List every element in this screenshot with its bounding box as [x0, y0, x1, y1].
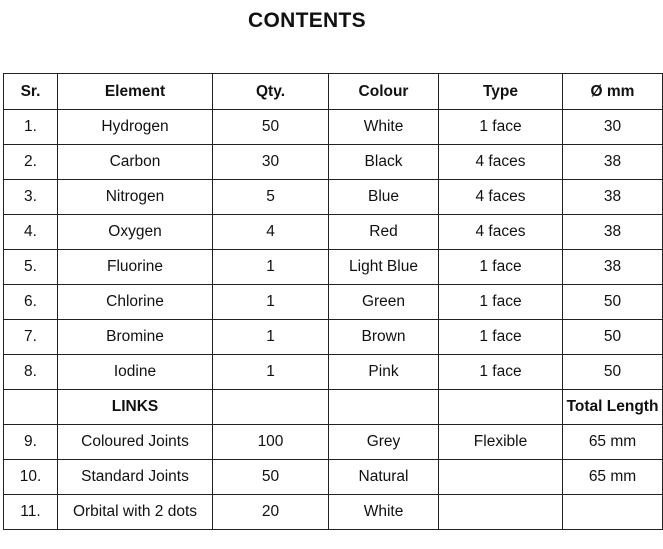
cell-sr: 1.: [4, 110, 58, 145]
cell-qty: 30: [213, 145, 329, 180]
cell-type: 4 faces: [439, 215, 563, 250]
cell-colour: Grey: [329, 425, 439, 460]
cell-element: Chlorine: [58, 285, 213, 320]
table-row: [4, 285, 663, 320]
table-row: [4, 355, 663, 390]
contents-table: [3, 73, 663, 530]
cell-colour: White: [329, 495, 439, 530]
cell-colour: Red: [329, 215, 439, 250]
cell-qty: 1: [213, 320, 329, 355]
cell-diameter: 50: [563, 320, 663, 355]
cell-diameter: 50: [563, 355, 663, 390]
cell-element: Fluorine: [58, 250, 213, 285]
table-row: [4, 495, 663, 530]
header-colour: Colour: [329, 74, 439, 110]
header-qty: Qty.: [213, 74, 329, 110]
cell-element: Coloured Joints: [58, 425, 213, 460]
cell-type: 1 face: [439, 285, 563, 320]
cell-empty: [439, 390, 563, 425]
cell-qty: 50: [213, 460, 329, 495]
table-row: [4, 425, 663, 460]
table-row: [4, 320, 663, 355]
cell-sr: 9.: [4, 425, 58, 460]
cell-colour: Pink: [329, 355, 439, 390]
cell-sr: 2.: [4, 145, 58, 180]
table-row: [4, 145, 663, 180]
cell-element: Hydrogen: [58, 110, 213, 145]
cell-diameter: 38: [563, 145, 663, 180]
cell-type: Flexible: [439, 425, 563, 460]
links-label: LINKS: [58, 390, 213, 425]
cell-type: 1 face: [439, 355, 563, 390]
table-row: [4, 250, 663, 285]
cell-diameter: 38: [563, 180, 663, 215]
cell-colour: Black: [329, 145, 439, 180]
cell-element: Orbital with 2 dots: [58, 495, 213, 530]
cell-sr: 11.: [4, 495, 58, 530]
header-diameter: Ø mm: [563, 74, 663, 110]
cell-colour: Brown: [329, 320, 439, 355]
cell-sr: 5.: [4, 250, 58, 285]
table-row: [4, 215, 663, 250]
cell-sr: 3.: [4, 180, 58, 215]
cell-element: Iodine: [58, 355, 213, 390]
cell-total-length: [563, 495, 663, 530]
table-header-row: [4, 74, 663, 110]
cell-qty: 50: [213, 110, 329, 145]
cell-diameter: 30: [563, 110, 663, 145]
cell-sr: 4.: [4, 215, 58, 250]
header-type: Type: [439, 74, 563, 110]
cell-sr: 10.: [4, 460, 58, 495]
cell-empty: [4, 390, 58, 425]
cell-colour: White: [329, 110, 439, 145]
cell-diameter: 50: [563, 285, 663, 320]
table-row: [4, 180, 663, 215]
cell-empty: [213, 390, 329, 425]
cell-sr: 8.: [4, 355, 58, 390]
cell-element: Standard Joints: [58, 460, 213, 495]
cell-colour: Green: [329, 285, 439, 320]
total-length-label: Total Length: [563, 390, 663, 425]
cell-diameter: 38: [563, 215, 663, 250]
cell-qty: 4: [213, 215, 329, 250]
cell-qty: 20: [213, 495, 329, 530]
cell-qty: 5: [213, 180, 329, 215]
cell-total-length: 65 mm: [563, 460, 663, 495]
cell-sr: 6.: [4, 285, 58, 320]
cell-colour: Light Blue: [329, 250, 439, 285]
page-title: CONTENTS: [248, 9, 366, 32]
cell-type: [439, 495, 563, 530]
cell-element: Carbon: [58, 145, 213, 180]
cell-element: Oxygen: [58, 215, 213, 250]
cell-element: Bromine: [58, 320, 213, 355]
cell-empty: [329, 390, 439, 425]
cell-element: Nitrogen: [58, 180, 213, 215]
cell-qty: 100: [213, 425, 329, 460]
cell-qty: 1: [213, 250, 329, 285]
cell-type: 1 face: [439, 110, 563, 145]
cell-diameter: 38: [563, 250, 663, 285]
header-sr: Sr.: [4, 74, 58, 110]
cell-qty: 1: [213, 355, 329, 390]
cell-qty: 1: [213, 285, 329, 320]
cell-type: 1 face: [439, 250, 563, 285]
table-row: [4, 110, 663, 145]
cell-type: 4 faces: [439, 180, 563, 215]
table-row: [4, 460, 663, 495]
links-section-row: [4, 390, 663, 425]
cell-colour: Blue: [329, 180, 439, 215]
cell-sr: 7.: [4, 320, 58, 355]
cell-total-length: 65 mm: [563, 425, 663, 460]
cell-type: 1 face: [439, 320, 563, 355]
cell-type: 4 faces: [439, 145, 563, 180]
cell-type: [439, 460, 563, 495]
header-element: Element: [58, 74, 213, 110]
cell-colour: Natural: [329, 460, 439, 495]
